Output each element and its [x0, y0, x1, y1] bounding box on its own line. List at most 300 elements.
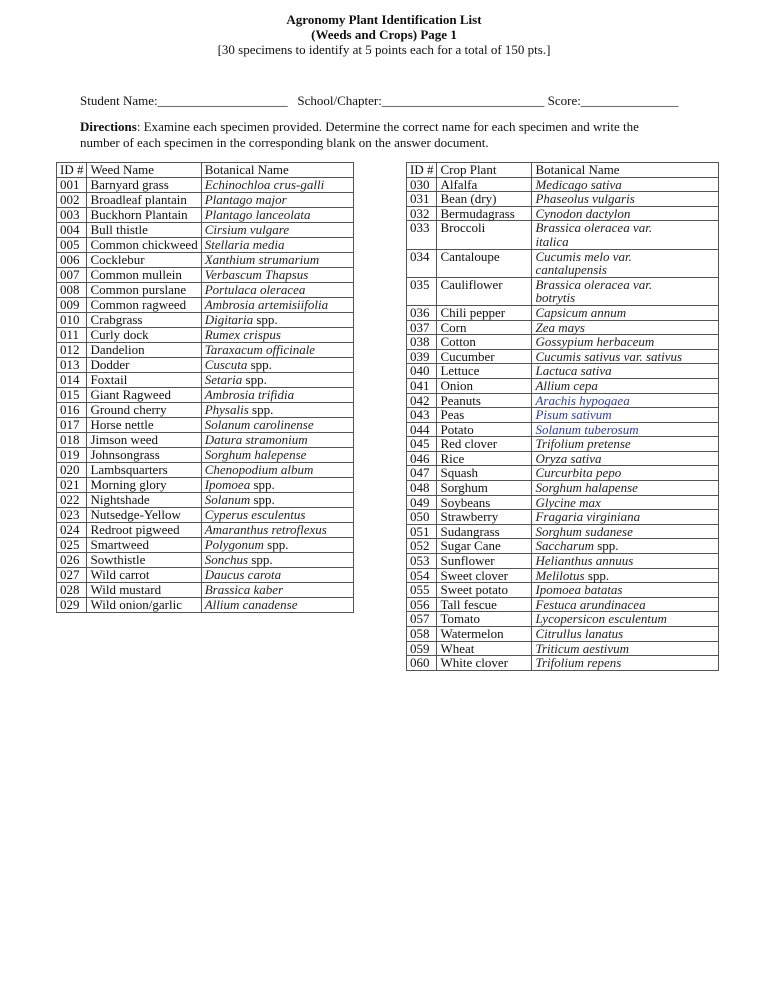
botanical-cell: [532, 249, 719, 277]
id-cell: 031: [407, 192, 437, 207]
botanical-cell: [201, 463, 353, 478]
id-cell: 010: [57, 313, 87, 328]
id-cell: 037: [407, 320, 437, 335]
id-cell: 050: [407, 510, 437, 525]
common-name-cell: Lettuce: [437, 364, 532, 379]
weed-table: [56, 162, 354, 613]
id-cell: 059: [407, 641, 437, 656]
botanical-name: Pisum sativum: [535, 407, 612, 423]
id-cell: 002: [57, 193, 87, 208]
botanical-cell: [532, 656, 719, 671]
common-name-cell: Ground cherry: [87, 403, 201, 418]
common-name-cell: Curly dock: [87, 328, 201, 343]
table-row: [57, 538, 354, 553]
common-name-cell: Morning glory: [87, 478, 201, 493]
botanical-cell: [532, 539, 719, 554]
botanical-name: Lycopersicon esculentum: [535, 611, 667, 627]
id-cell: 018: [57, 433, 87, 448]
table-row: [57, 373, 354, 388]
botanical-cell: [532, 320, 719, 335]
botanical-cell: [201, 448, 353, 463]
botanical-cell: [201, 328, 353, 343]
botanical-cell: [201, 523, 353, 538]
botanical-name: Amaranthus retroflexus: [204, 522, 327, 537]
botanical-name: Trifolium pretense: [535, 436, 631, 452]
table-row: [407, 221, 719, 249]
botanical-name: Phaseolus vulgaris: [535, 191, 635, 207]
botanical-cell: [201, 358, 353, 373]
id-cell: 041: [407, 378, 437, 393]
common-name-cell: Alfalfa: [437, 177, 532, 192]
botanical-cell: [532, 495, 719, 510]
table-row: [407, 466, 719, 481]
botanical-cell: [201, 178, 353, 193]
botanical-cell: [532, 349, 719, 364]
table-row: [407, 277, 719, 305]
botanical-cell: [201, 418, 353, 433]
spp-suffix: spp.: [242, 372, 267, 387]
table-row: [407, 249, 719, 277]
directions-label: Directions: [80, 119, 137, 134]
botanical-cell: [532, 206, 719, 221]
table-row: [407, 597, 719, 612]
botanical-cell: [201, 598, 353, 613]
botanical-cell: [201, 493, 353, 508]
botanical-cell: [201, 433, 353, 448]
botanical-name: Citrullus lanatus: [535, 626, 624, 641]
botanical-cell: [201, 553, 353, 568]
table-row: [57, 298, 354, 313]
botanical-name: Medicago sativa: [535, 176, 622, 192]
botanical-cell: [532, 192, 719, 207]
botanical-name: Sorghum halapense: [535, 480, 638, 496]
botanical-name: Arachis hypogaea: [535, 392, 630, 408]
id-cell: 036: [407, 305, 437, 320]
botanical-cell: [532, 378, 719, 393]
id-cell: 056: [407, 597, 437, 612]
score-field: Score:_______________: [547, 93, 679, 108]
botanical-cell: [201, 238, 353, 253]
id-cell: 024: [57, 523, 87, 538]
botanical-name: Polygonum: [204, 537, 264, 552]
id-cell: 007: [57, 268, 87, 283]
id-cell: 016: [57, 403, 87, 418]
botanical-name: Fragaria virginiana: [535, 509, 641, 525]
student-info-line: [80, 93, 678, 109]
table-row: [57, 343, 354, 358]
common-name-cell: Cotton: [437, 335, 532, 350]
id-cell: 011: [57, 328, 87, 343]
common-name-cell: Sweet clover: [437, 568, 532, 583]
botanical-cell: [201, 508, 353, 523]
botanical-name-cont: cantalupensis: [535, 262, 607, 278]
botanical-name: Echinochloa crus-galli: [204, 177, 325, 192]
botanical-cell: [201, 403, 353, 418]
table-row: [57, 553, 354, 568]
common-name-cell: Redroot pigweed: [87, 523, 201, 538]
column-header: ID #: [57, 163, 87, 178]
botanical-cell: [532, 583, 719, 598]
botanical-name: Chenopodium album: [204, 462, 314, 477]
table-row: [57, 388, 354, 403]
id-cell: 043: [407, 408, 437, 423]
botanical-cell: [532, 524, 719, 539]
spp-suffix: spp.: [263, 537, 289, 552]
botanical-name: Curcurbita pepo: [535, 465, 622, 481]
common-name-cell: Sorghum: [437, 481, 532, 496]
id-cell: 044: [407, 422, 437, 437]
table-row: [407, 510, 719, 525]
column-header: Botanical Name: [532, 163, 719, 178]
common-name-cell: Tomato: [437, 612, 532, 627]
common-name-cell: Watermelon: [437, 627, 532, 642]
common-name-cell: Common mullein: [87, 268, 201, 283]
id-cell: 047: [407, 466, 437, 481]
id-cell: 055: [407, 583, 437, 598]
table-row: [407, 568, 719, 583]
id-cell: 021: [57, 478, 87, 493]
botanical-cell: [201, 538, 353, 553]
common-name-cell: Foxtail: [87, 373, 201, 388]
table-row: [57, 583, 354, 598]
id-cell: 045: [407, 437, 437, 452]
id-cell: 006: [57, 253, 87, 268]
school-chapter-field: School/Chapter:_________________________: [297, 93, 545, 108]
id-cell: 054: [407, 568, 437, 583]
id-cell: 013: [57, 358, 87, 373]
table-row: [407, 627, 719, 642]
common-name-cell: Strawberry: [437, 510, 532, 525]
botanical-name: Ipomoea batatas: [535, 582, 623, 598]
common-name-cell: Soybeans: [437, 495, 532, 510]
common-name-cell: Horse nettle: [87, 418, 201, 433]
id-cell: 057: [407, 612, 437, 627]
table-row: [407, 656, 719, 671]
table-row: [57, 193, 354, 208]
id-cell: 001: [57, 178, 87, 193]
id-cell: 053: [407, 554, 437, 569]
id-cell: 025: [57, 538, 87, 553]
common-name-cell: Crabgrass: [87, 313, 201, 328]
common-name-cell: Bean (dry): [437, 192, 532, 207]
botanical-cell: [201, 373, 353, 388]
botanical-name: Rumex crispus: [204, 327, 281, 342]
common-name-cell: Johnsongrass: [87, 448, 201, 463]
botanical-name: Brassica kaber: [204, 582, 284, 597]
id-cell: 033: [407, 221, 437, 249]
botanical-cell: [201, 268, 353, 283]
botanical-name: Trifolium repens: [535, 655, 622, 671]
table-row: [407, 437, 719, 452]
table-row: [407, 641, 719, 656]
botanical-name: Saccharum: [535, 538, 594, 554]
table-row: [407, 192, 719, 207]
botanical-cell: [201, 283, 353, 298]
botanical-name: Solanum carolinense: [204, 417, 314, 432]
spp-suffix: spp.: [250, 477, 275, 492]
botanical-name: Brassica oleracea var.: [535, 220, 653, 236]
table-row: [57, 178, 354, 193]
id-cell: 003: [57, 208, 87, 223]
spp-suffix: spp.: [593, 538, 619, 554]
botanical-name: Brassica oleracea var.: [535, 276, 653, 292]
botanical-name: Taraxacum officinale: [204, 342, 316, 357]
common-name-cell: Sudangrass: [437, 524, 532, 539]
botanical-name: Datura stramonium: [204, 432, 308, 447]
id-cell: 038: [407, 335, 437, 350]
id-cell: 019: [57, 448, 87, 463]
botanical-name: Lactuca sativa: [535, 363, 612, 379]
botanical-name: Melilotus: [535, 567, 585, 583]
id-cell: 052: [407, 539, 437, 554]
botanical-name: Zea mays: [535, 319, 585, 335]
document-title: Agronomy Plant Identification List: [286, 12, 482, 27]
common-name-cell: Squash: [437, 466, 532, 481]
table-header-row: [57, 163, 354, 178]
table-row: [407, 524, 719, 539]
common-name-cell: Wild carrot: [87, 568, 201, 583]
spp-suffix: spp.: [584, 567, 610, 583]
document-subtitle: (Weeds and Crops) Page 1: [311, 27, 457, 42]
common-name-cell: Dodder: [87, 358, 201, 373]
botanical-name: Ambrosia trifidia: [204, 387, 295, 402]
table-row: [407, 612, 719, 627]
table-row: [57, 433, 354, 448]
botanical-name: Verbascum Thapsus: [204, 267, 309, 282]
id-cell: 020: [57, 463, 87, 478]
id-cell: 012: [57, 343, 87, 358]
common-name-cell: Rice: [437, 451, 532, 466]
common-name-cell: Sunflower: [437, 554, 532, 569]
botanical-cell: [532, 408, 719, 423]
botanical-name: Ambrosia artemisiifolia: [204, 297, 329, 312]
botanical-name: Plantago lanceolata: [204, 207, 311, 222]
column-header: ID #: [407, 163, 437, 178]
table-row: [407, 583, 719, 598]
id-cell: 035: [407, 277, 437, 305]
id-cell: 004: [57, 223, 87, 238]
table-row: [407, 451, 719, 466]
column-header: Weed Name: [87, 163, 201, 178]
botanical-name: Xanthium strumarium: [204, 252, 320, 267]
botanical-name: Oryza sativa: [535, 450, 602, 466]
spp-suffix: spp.: [248, 402, 274, 417]
table-row: [57, 568, 354, 583]
botanical-cell: [532, 305, 719, 320]
botanical-name: Sorghum halepense: [204, 447, 307, 462]
common-name-cell: Common purslane: [87, 283, 201, 298]
common-name-cell: Jimson weed: [87, 433, 201, 448]
table-row: [57, 448, 354, 463]
table-row: [407, 539, 719, 554]
common-name-cell: Peas: [437, 408, 532, 423]
id-cell: 030: [407, 177, 437, 192]
botanical-name: Plantago major: [204, 192, 287, 207]
common-name-cell: Smartweed: [87, 538, 201, 553]
botanical-name: Cucumis sativus var. sativus: [535, 348, 683, 364]
id-cell: 046: [407, 451, 437, 466]
table-row: [407, 393, 719, 408]
botanical-cell: [201, 388, 353, 403]
botanical-cell: [201, 208, 353, 223]
botanical-cell: [532, 612, 719, 627]
botanical-name: Sorghum sudanese: [535, 523, 633, 539]
table-row: [57, 478, 354, 493]
table-row: [407, 408, 719, 423]
common-name-cell: Red clover: [437, 437, 532, 452]
common-name-cell: Nutsedge-Yellow: [87, 508, 201, 523]
spp-suffix: spp.: [247, 357, 272, 372]
common-name-cell: Sweet potato: [437, 583, 532, 598]
botanical-cell: [532, 597, 719, 612]
botanical-name: Cuscuta: [204, 357, 248, 372]
table-row: [407, 349, 719, 364]
table-row: [57, 358, 354, 373]
botanical-name: Allium canadense: [204, 597, 298, 612]
common-name-cell: Common ragweed: [87, 298, 201, 313]
common-name-cell: Broadleaf plantain: [87, 193, 201, 208]
botanical-cell: [201, 223, 353, 238]
botanical-cell: [201, 583, 353, 598]
botanical-cell: [532, 554, 719, 569]
table-row: [407, 554, 719, 569]
id-cell: 008: [57, 283, 87, 298]
common-name-cell: Onion: [437, 378, 532, 393]
common-name-cell: White clover: [437, 656, 532, 671]
id-cell: 034: [407, 249, 437, 277]
common-name-cell: Cauliflower: [437, 277, 532, 305]
botanical-cell: [532, 437, 719, 452]
id-cell: 009: [57, 298, 87, 313]
botanical-cell: [532, 364, 719, 379]
table-row: [57, 463, 354, 478]
common-name-cell: Giant Ragweed: [87, 388, 201, 403]
table-row: [57, 418, 354, 433]
table-row: [407, 206, 719, 221]
table-row: [57, 208, 354, 223]
botanical-name: Glycine max: [535, 494, 601, 510]
column-header: Botanical Name: [201, 163, 353, 178]
common-name-cell: Sugar Cane: [437, 539, 532, 554]
botanical-cell: [532, 481, 719, 496]
botanical-name: Stellaria media: [204, 237, 285, 252]
id-cell: 042: [407, 393, 437, 408]
common-name-cell: Chili pepper: [437, 305, 532, 320]
common-name-cell: Sowthistle: [87, 553, 201, 568]
botanical-cell: [201, 253, 353, 268]
botanical-name: Solanum tuberosum: [535, 421, 639, 437]
table-row: [57, 283, 354, 298]
column-header: Crop Plant: [437, 163, 532, 178]
id-cell: 023: [57, 508, 87, 523]
botanical-name: Triticum aestivum: [535, 640, 629, 656]
common-name-cell: Cocklebur: [87, 253, 201, 268]
common-name-cell: Wheat: [437, 641, 532, 656]
botanical-cell: [201, 313, 353, 328]
botanical-cell: [532, 422, 719, 437]
botanical-cell: [532, 510, 719, 525]
common-name-cell: Wild onion/garlic: [87, 598, 201, 613]
botanical-cell: [532, 641, 719, 656]
id-cell: 032: [407, 206, 437, 221]
botanical-cell: [532, 177, 719, 192]
botanical-name: Cucumis melo var.: [535, 248, 632, 264]
common-name-cell: Peanuts: [437, 393, 532, 408]
common-name-cell: Wild mustard: [87, 583, 201, 598]
botanical-cell: [201, 568, 353, 583]
botanical-cell: [532, 466, 719, 481]
table-header-row: [407, 163, 719, 178]
botanical-cell: [201, 343, 353, 358]
id-cell: 040: [407, 364, 437, 379]
scoring-note: [30 specimens to identify at 5 points each for a total of 150 pts.]: [217, 42, 551, 57]
common-name-cell: Buckhorn Plantain: [87, 208, 201, 223]
directions: [80, 119, 680, 151]
botanical-name: Gossypium herbaceum: [535, 334, 655, 350]
botanical-name-cont: italica: [535, 233, 569, 249]
id-cell: 026: [57, 553, 87, 568]
table-row: [407, 335, 719, 350]
botanical-name: Festuca arundinacea: [535, 596, 646, 612]
botanical-name: Physalis: [204, 402, 249, 417]
botanical-name: Allium cepa: [535, 377, 598, 393]
table-row: [57, 238, 354, 253]
id-cell: 058: [407, 627, 437, 642]
table-row: [407, 177, 719, 192]
table-row: [57, 523, 354, 538]
botanical-cell: [201, 478, 353, 493]
botanical-name: Ipomoea: [204, 477, 251, 492]
botanical-name: Digitaria: [204, 312, 254, 327]
botanical-name: Helianthus annuus: [535, 553, 634, 569]
table-row: [57, 598, 354, 613]
botanical-cell: [201, 298, 353, 313]
id-cell: 060: [407, 656, 437, 671]
id-cell: 017: [57, 418, 87, 433]
common-name-cell: Tall fescue: [437, 597, 532, 612]
botanical-name: Solanum: [204, 492, 251, 507]
botanical-cell: [532, 451, 719, 466]
crop-table: [406, 162, 719, 671]
id-cell: 014: [57, 373, 87, 388]
common-name-cell: Common chickweed: [87, 238, 201, 253]
botanical-name: Cirsium vulgare: [204, 222, 290, 237]
common-name-cell: Cucumber: [437, 349, 532, 364]
common-name-cell: Broccoli: [437, 221, 532, 249]
botanical-cell: [532, 277, 719, 305]
id-cell: 028: [57, 583, 87, 598]
table-row: [57, 313, 354, 328]
table-row: [407, 305, 719, 320]
botanical-name: Capsicum annum: [535, 304, 627, 320]
botanical-cell: [532, 627, 719, 642]
spp-suffix: spp.: [250, 492, 275, 507]
common-name-cell: Corn: [437, 320, 532, 335]
id-cell: 005: [57, 238, 87, 253]
directions-text: : Examine each specimen provided. Determine the correct name for each specimen and write the number of each specimen in the corresponding blank on the answer document.: [80, 119, 639, 150]
table-row: [407, 378, 719, 393]
botanical-cell: [201, 193, 353, 208]
botanical-name: Cyperus esculentus: [204, 507, 306, 522]
botanical-cell: [532, 393, 719, 408]
table-row: [57, 493, 354, 508]
common-name-cell: Dandelion: [87, 343, 201, 358]
botanical-name: Cynodon dactylon: [535, 205, 631, 221]
botanical-name: Daucus carota: [204, 567, 282, 582]
table-row: [407, 481, 719, 496]
botanical-name-cont: botrytis: [535, 290, 576, 306]
table-row: [407, 495, 719, 510]
